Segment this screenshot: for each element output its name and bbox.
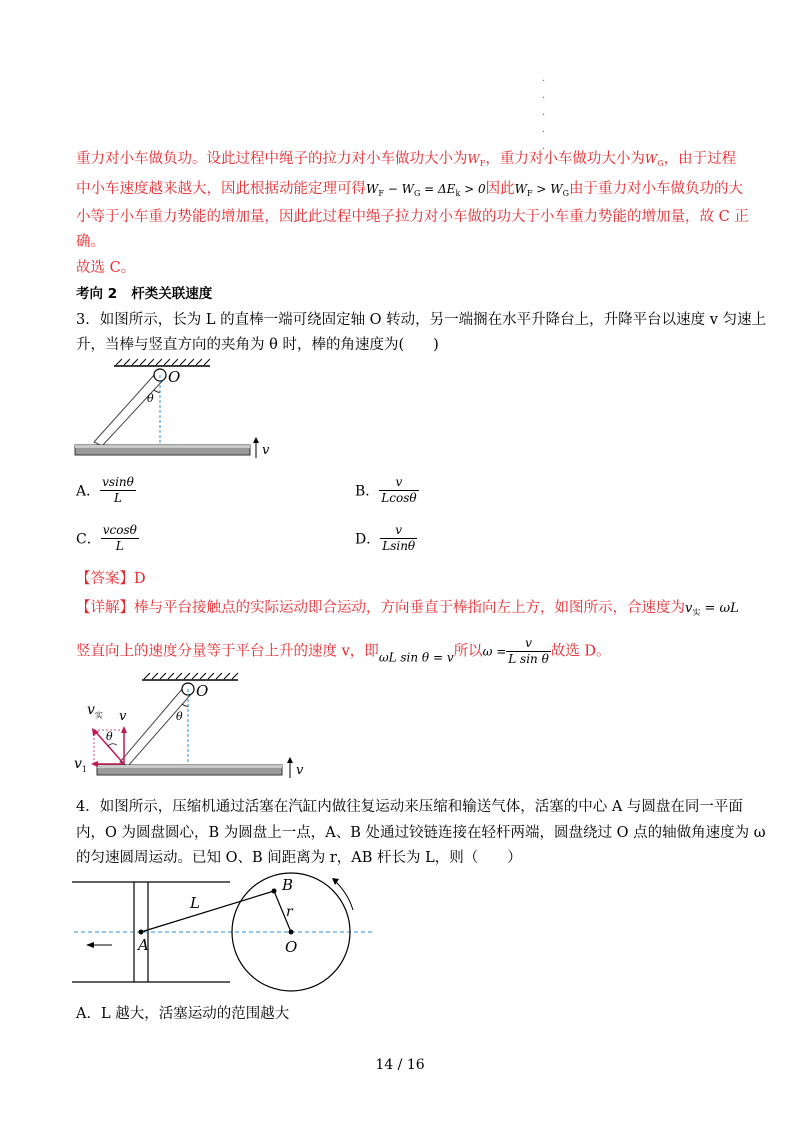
q3-option-c[interactable]: C． $\frac{vcos\theta}{L}$ bbox=[76, 523, 137, 553]
q3-detail-line-2: 竖直向上的速度分量等于平台上升的速度 v，即$_{\omega L sin \theta = v}$所以ω = $\frac{v}{\text{L sin θ}}$ 故选 D。 bbox=[76, 636, 611, 666]
q3-option-a[interactable]: A． $\frac{vsin\theta}{L}$ bbox=[76, 475, 134, 505]
center-o-label: O bbox=[285, 938, 298, 956]
q4-stem-line-2: 内，O 为圆盘圆心，B 为圆盘上一点，A、B 处通过铰链连接在轻杆两端，圆盘绕过 O 点的轴做角速度为 ω bbox=[76, 825, 766, 841]
solution-line-4: 确。 bbox=[76, 234, 105, 250]
angle-label-2: θ bbox=[176, 710, 183, 723]
q4-stem-line-3: 的匀速圆周运动。已知 O、B 间距离为 r，AB 杆长为 L，则（ ） bbox=[76, 850, 522, 866]
section-heading: 考向 2 杆类关联速度 bbox=[76, 286, 213, 302]
horizontal-velocity-label: $v_1$ bbox=[74, 756, 88, 774]
platform-velocity-label: v bbox=[262, 443, 270, 458]
vertical-velocity-label: v bbox=[119, 709, 127, 724]
angle-label: θ bbox=[147, 392, 154, 405]
radius-label: r bbox=[286, 904, 293, 920]
q3-option-d[interactable]: D． $\frac{v}{Lsin\theta}$ bbox=[355, 523, 416, 553]
q3-stem-line-2: 升，当棒与竖直方向的夹角为 θ 时，棒的角速度为( ) bbox=[76, 337, 439, 353]
q3-equation: ωL sin θ = v bbox=[378, 650, 454, 665]
q4-option-a[interactable]: A．L 越大，活塞运动的范围越大 bbox=[76, 1006, 290, 1022]
angle-label-3: θ bbox=[106, 730, 113, 743]
header-dots: . . . . . bbox=[542, 73, 546, 152]
pivot-label-2: O bbox=[196, 682, 209, 700]
energy-equation: $W_F - W_G = \Delta E_k > 0$ bbox=[366, 182, 486, 198]
point-a-label: A bbox=[138, 936, 149, 954]
solution-line-2: 中小车速度越来越大，因此根据动能定理可得$W_F - W_G = \Delta E_k > 0$因此$W_F > W_G$由于重力对小车做负功的大 bbox=[76, 181, 743, 198]
q4-figure bbox=[72, 870, 382, 995]
solution-line-5: 故选 C。 bbox=[76, 260, 136, 276]
q4-stem-line-1: 4．如图所示，压缩机通过活塞在汽缸内做往复运动来压缩和输送气体，活塞的中心 A 与圆盘在同一平面 bbox=[76, 799, 743, 815]
q3-stem-line-1: 3．如图所示，长为 L 的直棒一端可绕固定轴 O 转动，另一端搁在水平升降台上，升降平台以速度 v 匀速上 bbox=[76, 312, 767, 328]
q3-figure bbox=[72, 358, 282, 463]
solution-line-1: 重力对小车做负功。设此过程中绳子的拉力对小车做功大小为$W_F$，重力对小车做功大小为$W_G$，由于过程 bbox=[76, 151, 737, 168]
point-b-label: B bbox=[282, 876, 294, 894]
rod-length-label: L bbox=[190, 894, 200, 912]
page-number: 14 / 16 bbox=[375, 1057, 425, 1073]
work-inequality: $W_F > W_G$ bbox=[514, 182, 569, 198]
platform-velocity-label-2: v bbox=[296, 763, 304, 778]
q3-answer: 【答案】D bbox=[76, 571, 146, 587]
q3-detail-line-1: 【详解】棒与平台接触点的实际运动即合运动，方向垂直于棒指向左上方，如图所示，合速度为$v_实 = \omega L$ bbox=[76, 600, 739, 617]
q3-solution-figure bbox=[72, 672, 322, 782]
pivot-label: O bbox=[168, 368, 181, 386]
q3-option-b[interactable]: B． $\frac{v}{Lcos\theta}$ bbox=[355, 475, 417, 505]
real-velocity-label: $v_实$ bbox=[87, 702, 103, 720]
solution-line-3: 小等于小车重力势能的增加量，因此此过程中绳子拉力对小车做的功大于小车重力势能的增加量，故 C 正 bbox=[76, 209, 749, 225]
